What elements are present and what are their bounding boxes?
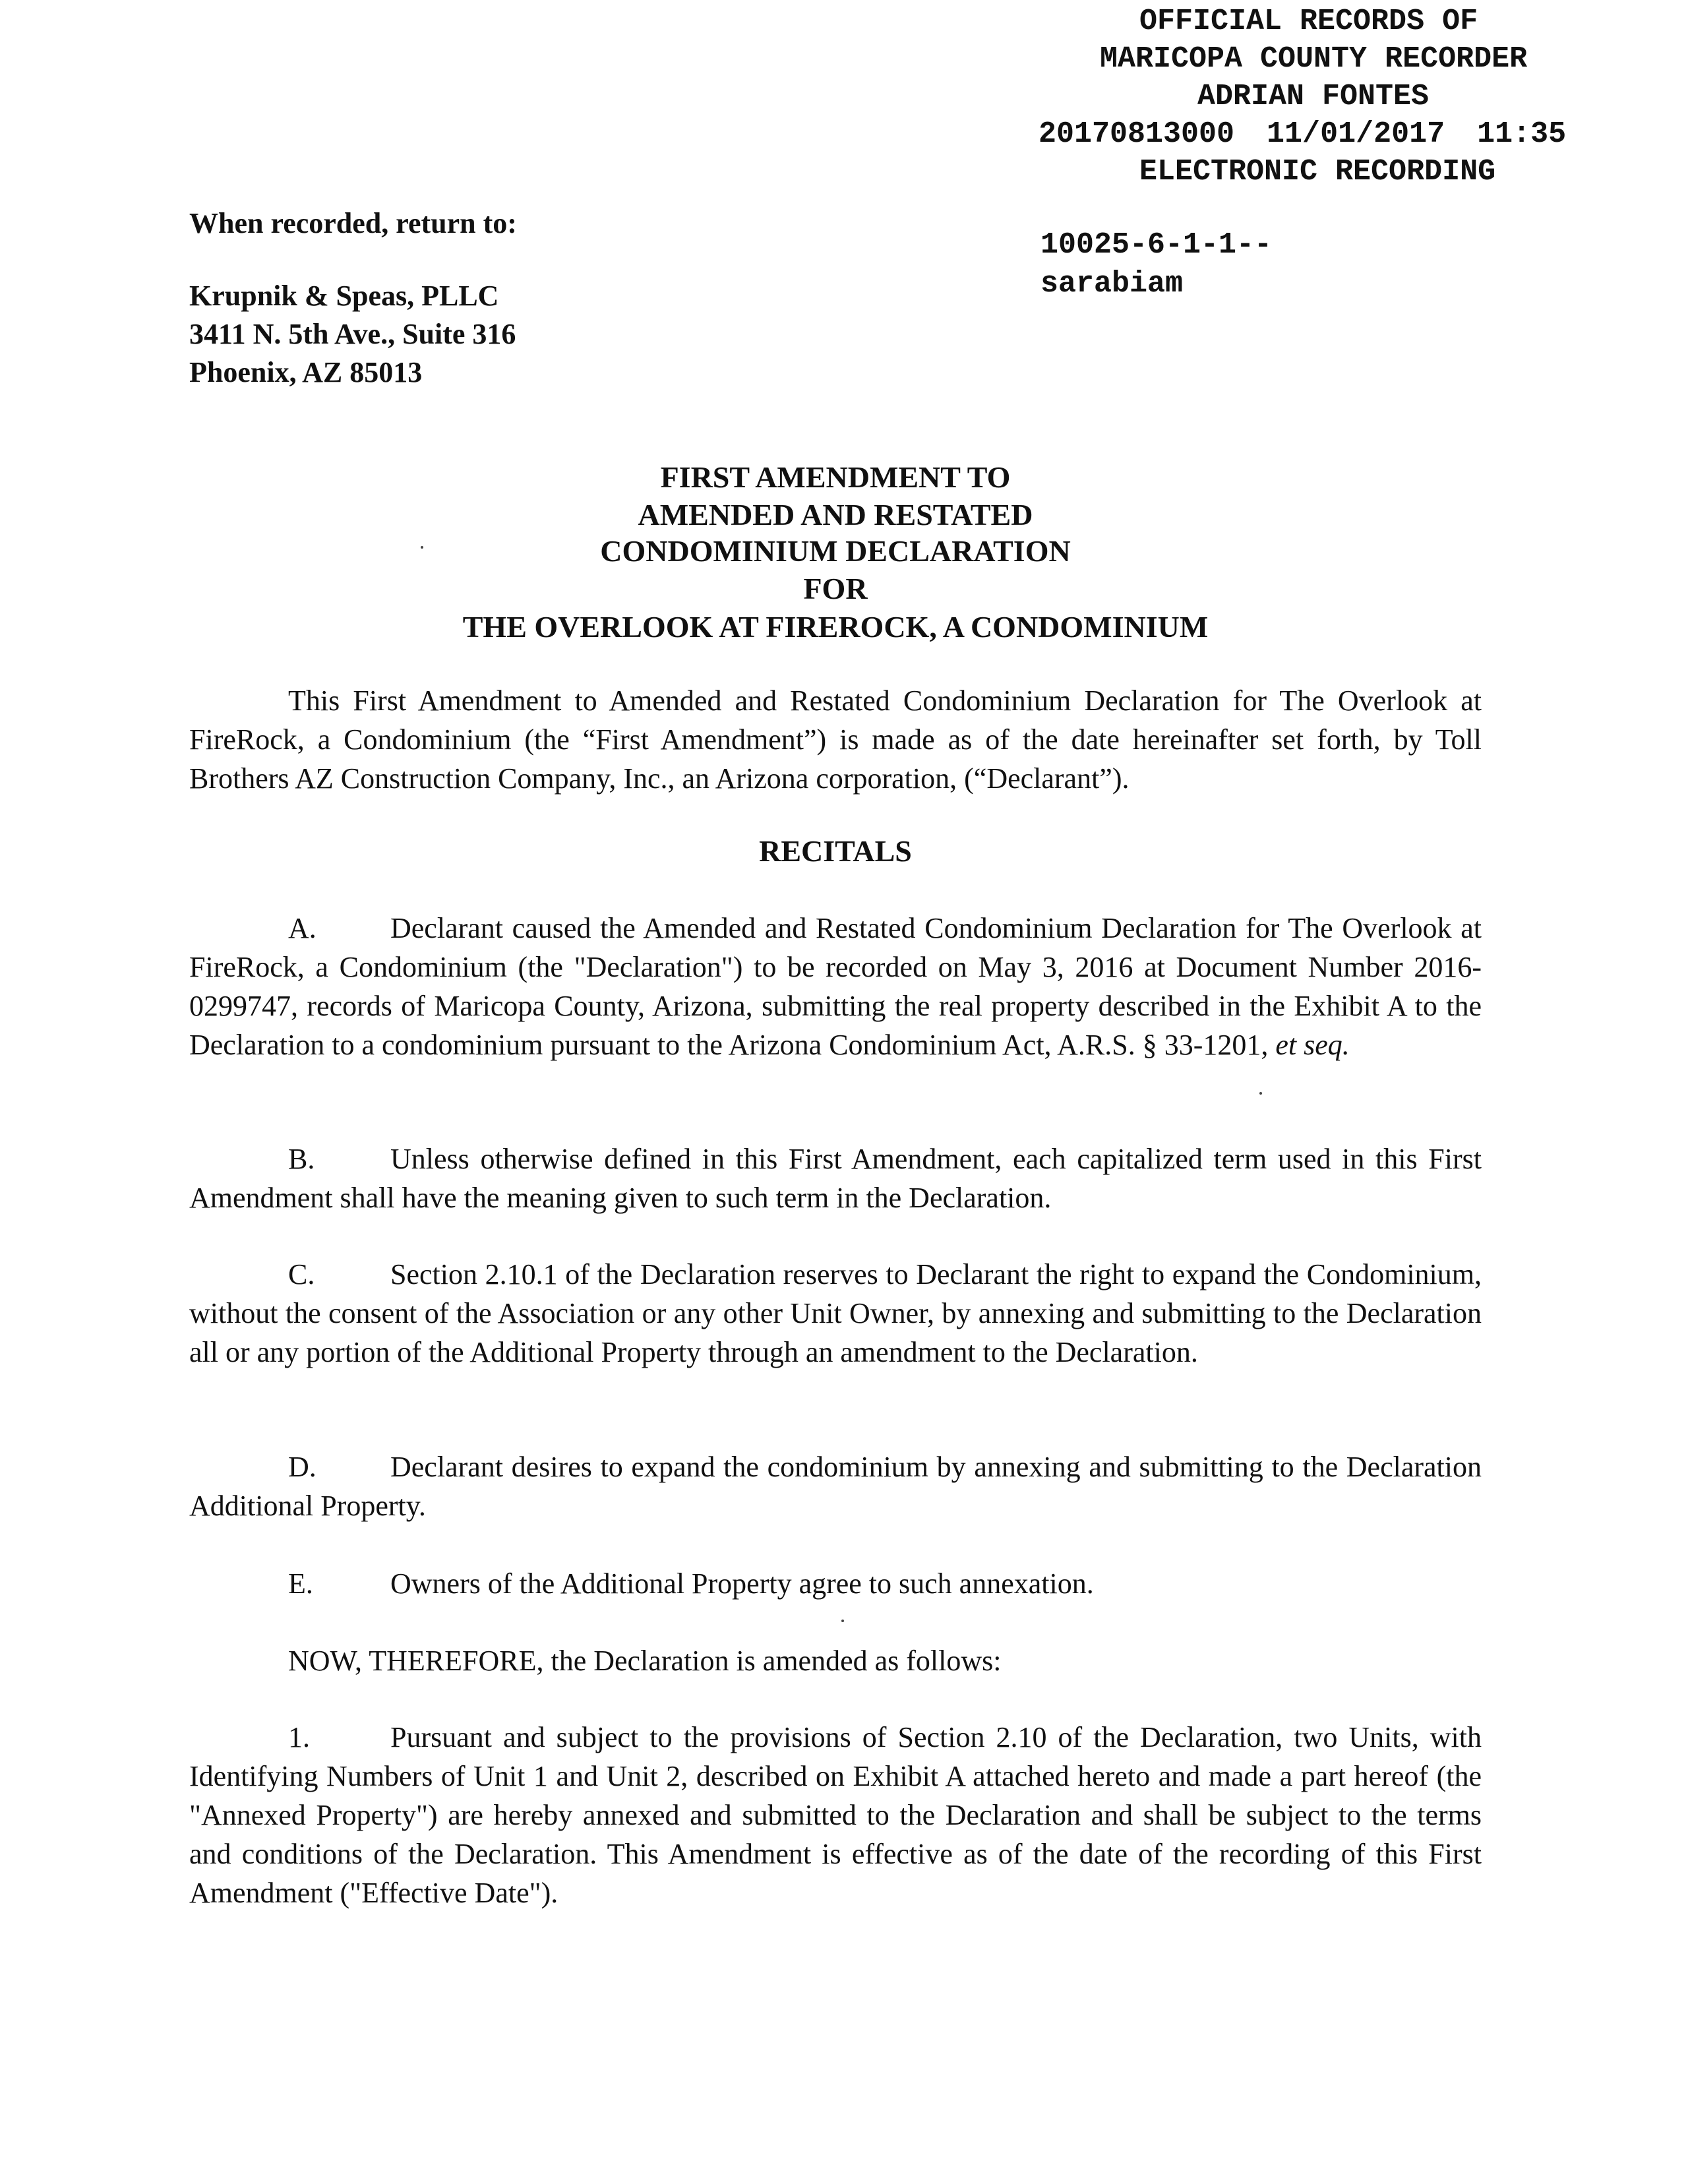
document-title-line-2: AMENDED AND RESTATED bbox=[638, 498, 1033, 531]
recital-e-label: E. bbox=[288, 1567, 313, 1600]
recording-number-date-time: 20170813000 11/01/2017 11:35 bbox=[1039, 117, 1567, 151]
return-to-heading: When recorded, return to: bbox=[189, 207, 517, 239]
section-1-label: 1. bbox=[288, 1721, 310, 1753]
recital-d bbox=[189, 1447, 1482, 1525]
document-title-line-1: FIRST AMENDMENT TO bbox=[660, 460, 1011, 494]
recital-d-text: Declarant desires to expand the condominium by annexing and submitting to the Declaration Additional Property. bbox=[189, 1451, 1482, 1522]
recital-a-label: A. bbox=[288, 912, 316, 944]
recital-c-text: Section 2.10.1 of the Declaration reserves to Declarant the right to expand the Condominium, without the consent of the Association or any other Unit Owner, by annexing and submitting to the Declaration all or any portion of the Additional Property through an amendment to the Declaration. bbox=[189, 1258, 1482, 1368]
recital-c-label: C. bbox=[288, 1258, 315, 1290]
intro-paragraph: This First Amendment to Amended and Restated Condominium Declaration for The Overlook at FireRock, a Condominium (the “First Amendment”) is made as of the date hereinafter set forth, by Toll Brothers AZ Construction Company, Inc., an Arizona corporation, (“Declarant”). bbox=[189, 684, 1482, 795]
scan-speck bbox=[1259, 1092, 1262, 1095]
document-title-line-4: FOR bbox=[803, 572, 868, 605]
recorder-stamp-line-3: ADRIAN FONTES bbox=[1197, 80, 1430, 113]
recital-a-text: Declarant caused the Amended and Restated Condominium Declaration for The Overlook at FireRock, a Condominium (the "Declaration") to be recorded on May 3, 2016 at Document Number 2016-0299747, records of Maricopa County, Arizona, submitting the real property described in the Exhibit A to the Declaration to a condominium pursuant to the Arizona Condominium Act, A.R.S. § 33-1201, bbox=[189, 912, 1482, 1061]
recital-b-text: Unless otherwise defined in this First Amendment, each capitalized term used in this First Amendment shall have the meaning given to such term in the Declaration. bbox=[189, 1143, 1482, 1214]
section-1-text: Pursuant and subject to the provisions of Section 2.10 of the Declaration, two Units, with Identifying Numbers of Unit 1 and Unit 2, described on Exhibit A attached hereto and made a part hereof (the "Annexed Property") are hereby annexed and submitted to the Declaration and shall be subject to the terms and conditions of the Declaration. This Amendment is effective as of the date of the recording of this First Amendment ("Effective Date"). bbox=[189, 1721, 1482, 1909]
recorder-stamp-line-1: OFFICIAL RECORDS OF bbox=[1139, 5, 1478, 38]
recital-b-label: B. bbox=[288, 1143, 315, 1175]
return-to-street: 3411 N. 5th Ave., Suite 316 bbox=[189, 318, 516, 350]
recital-a bbox=[189, 909, 1482, 1064]
recitals-heading: RECITALS bbox=[759, 834, 912, 868]
return-to-city: Phoenix, AZ 85013 bbox=[189, 356, 423, 388]
recital-d-label: D. bbox=[288, 1451, 316, 1483]
recital-b bbox=[189, 1139, 1482, 1217]
recital-e-text: Owners of the Additional Property agree to such annexation. bbox=[390, 1567, 1094, 1600]
recorder-stamp-line-5: ELECTRONIC RECORDING bbox=[1139, 155, 1496, 189]
amendment-section-1 bbox=[189, 1718, 1482, 1912]
scan-speck bbox=[421, 546, 423, 549]
document-title-line-3: CONDOMINIUM DECLARATION bbox=[600, 534, 1071, 568]
recital-c bbox=[189, 1255, 1482, 1372]
recital-a-italic: et seq. bbox=[1275, 1029, 1350, 1061]
recital-e bbox=[189, 1564, 1482, 1603]
document-title-line-5: THE OVERLOOK AT FIREROCK, A CONDOMINIUM bbox=[462, 610, 1209, 644]
scan-speck bbox=[841, 1620, 844, 1622]
now-therefore-clause: NOW, THEREFORE, the Declaration is amended as follows: bbox=[288, 1645, 1002, 1677]
return-to-name: Krupnik & Speas, PLLC bbox=[189, 280, 499, 312]
recorder-stamp-line-2: MARICOPA COUNTY RECORDER bbox=[1100, 42, 1528, 76]
recording-clerk-user: sarabiam bbox=[1040, 267, 1184, 301]
recording-reference-id: 10025-6-1-1-- bbox=[1040, 228, 1273, 262]
